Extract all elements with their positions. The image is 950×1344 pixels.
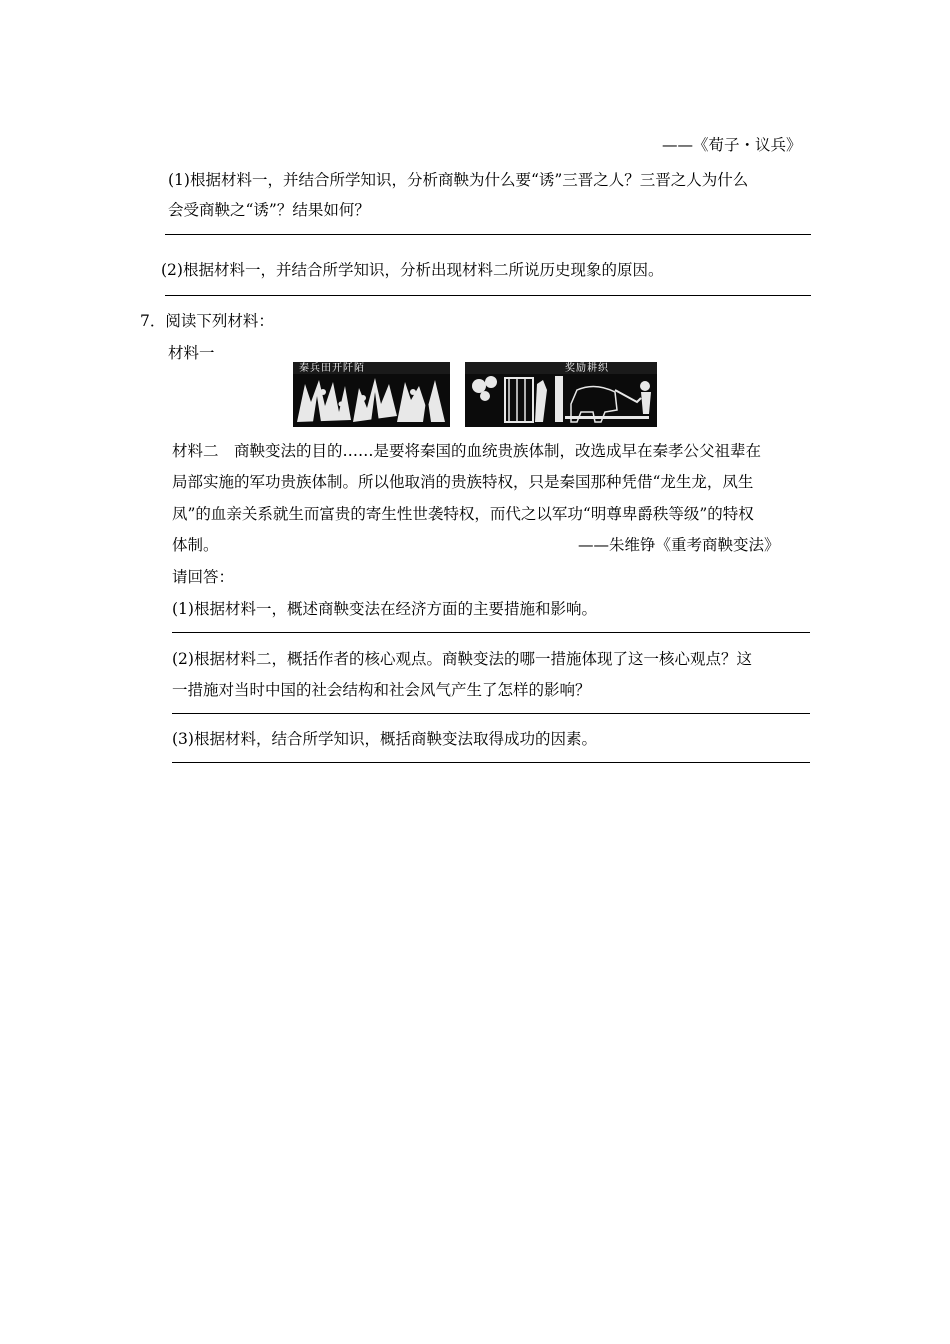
q6-sub1-line1: (1)根据材料一，并结合所学知识，分析商鞅为什么要“诱”三晋之人？三晋之人为什么 [168,171,749,189]
q7-intro: 7．阅读下列材料： [140,312,274,330]
woodcut-image-farming-fields [293,362,450,427]
answer-line[interactable] [172,632,810,633]
q7-sub2-line2: 一措施对当时中国的社会结构和社会风气产生了怎样的影响？ [172,681,591,699]
answer-line[interactable] [165,295,811,296]
material2-line3: 凤”的血亲关系就生而富贵的寄生性世袭特权，而代之以军功“明尊卑爵秩等级”的特权 [172,505,754,523]
material1-label: 材料一 [168,344,215,362]
image-caption-right: 奖励耕织 [565,363,609,374]
material2-line4: 体制。 [172,536,219,554]
answer-line[interactable] [165,234,811,235]
woodcut-image-plowing [465,362,657,427]
q7-sub1: (1)根据材料一，概述商鞅变法在经济方面的主要措施和影响。 [172,600,597,618]
image-caption-left: 秦兵田开阡陌 [299,363,365,374]
answer-prompt: 请回答： [172,568,235,586]
q7-sub3: (3)根据材料，结合所学知识，概括商鞅变法取得成功的因素。 [172,730,597,748]
material-source-xunzi: ——《荀子・议兵》 [662,136,802,154]
q7-sub2-line1: (2)根据材料二，概括作者的核心观点。商鞅变法的哪一措施体现了这一核心观点？这 [172,650,752,668]
q6-sub2: (2)根据材料一，并结合所学知识，分析出现材料二所说历史现象的原因。 [161,261,664,279]
material-source-zhuweizheng: ——朱维铮《重考商鞅变法》 [578,536,780,554]
material2-line2: 局部实施的军功贵族体制。所以他取消的贵族特权，只是秦国那种凭借“龙生龙，凤生 [172,473,754,491]
material2-line1: 材料二 商鞅变法的目的……是要将秦国的血统贵族体制，改选成早在秦孝公父祖辈在 [172,442,762,460]
answer-line[interactable] [172,713,810,714]
q6-sub1-line2: 会受商鞅之“诱”？结果如何？ [168,201,370,219]
answer-line[interactable] [172,762,810,763]
